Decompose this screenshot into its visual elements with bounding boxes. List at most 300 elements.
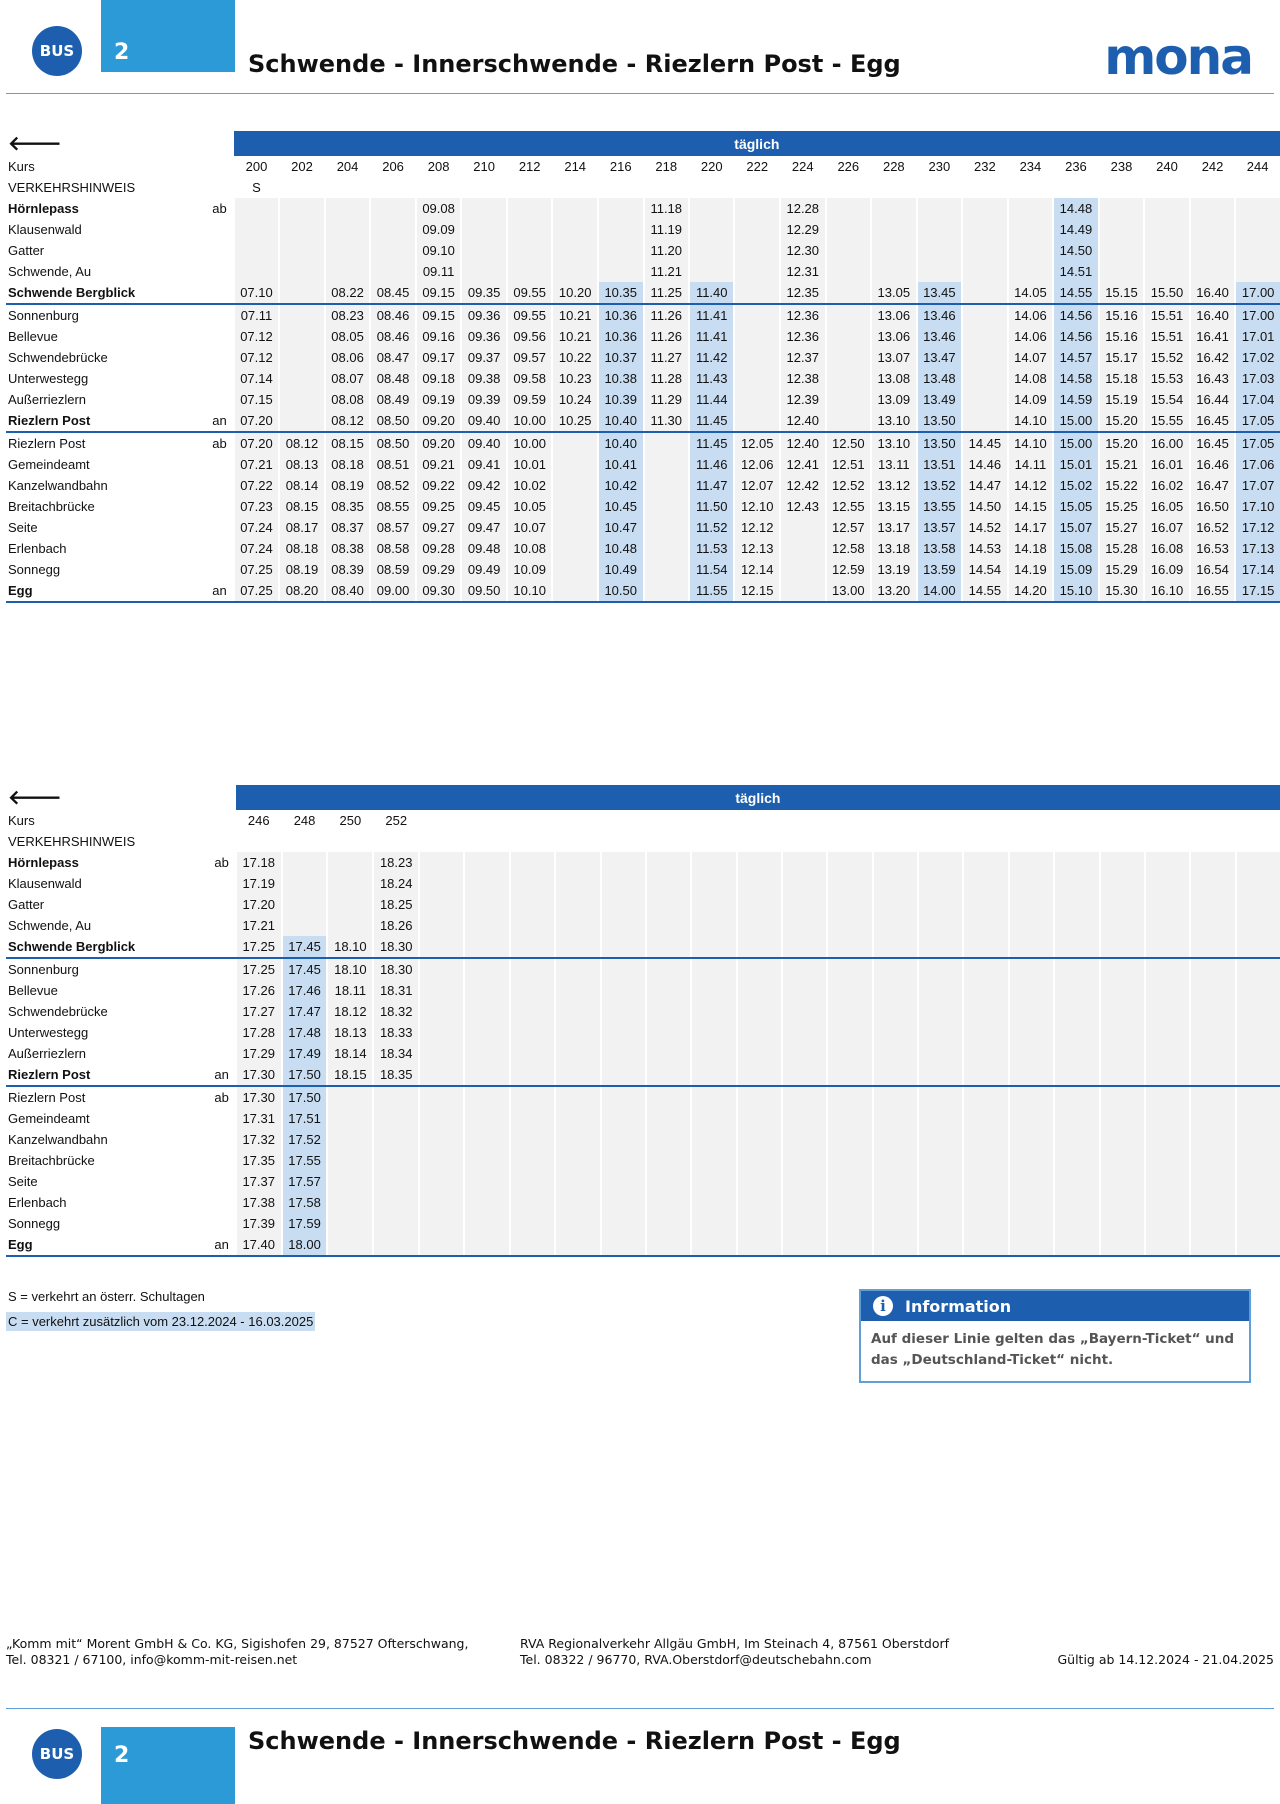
departure-time: [1100, 1022, 1145, 1043]
departure-time: [1145, 1043, 1190, 1064]
departure-time: [552, 559, 598, 580]
departure-time: [873, 1064, 918, 1086]
departure-time: [644, 580, 689, 602]
departure-time: [873, 894, 918, 915]
departure-time: 12.50: [826, 432, 872, 454]
departure-time: [552, 475, 598, 496]
kurs-number: 220: [700, 159, 723, 174]
departure-time: [327, 1108, 373, 1129]
departure-time: 12.12: [734, 517, 780, 538]
departure-time: 09.50: [461, 580, 507, 602]
departure-time: 17.48: [282, 1022, 328, 1043]
departure-time: [464, 1171, 509, 1192]
departure-time: 11.40: [689, 282, 734, 304]
departure-time: 11.30: [644, 410, 689, 432]
departure-time: 14.49: [1053, 219, 1099, 240]
departure-time: 16.45: [1190, 410, 1236, 432]
arrival-departure-marker: [197, 496, 233, 517]
stop-name: Unterwestegg: [8, 1025, 89, 1040]
arrival-departure-marker: [197, 347, 233, 368]
departure-time: [1008, 261, 1054, 282]
departure-time: [1009, 1213, 1054, 1234]
departure-time: [279, 410, 325, 432]
departure-time: 10.40: [598, 432, 644, 454]
departure-time: [1054, 1043, 1099, 1064]
departure-time: [917, 219, 963, 240]
departure-time: [1145, 1234, 1190, 1256]
departure-time: [419, 1022, 464, 1043]
stop-name: Schwendebrücke: [8, 350, 108, 365]
departure-time: 10.01: [507, 454, 553, 475]
direction-arrow-icon: 🡐: [8, 787, 62, 809]
hinweis-value: [327, 831, 373, 852]
departure-time: [510, 1213, 555, 1234]
departure-time: [826, 282, 872, 304]
departure-time: 11.41: [689, 326, 734, 347]
hinweis-value: [689, 177, 734, 198]
departure-time: 15.51: [1144, 304, 1190, 326]
departure-time: [1190, 936, 1235, 958]
departure-time: [552, 580, 598, 602]
departure-time: [325, 219, 371, 240]
departure-time: 11.41: [689, 304, 734, 326]
departure-time: 15.52: [1144, 347, 1190, 368]
departure-time: [598, 240, 644, 261]
departure-time: [737, 1064, 782, 1086]
departure-time: 08.45: [370, 282, 416, 304]
departure-time: 15.20: [1099, 410, 1145, 432]
departure-time: 09.55: [507, 304, 553, 326]
departure-time: [552, 432, 598, 454]
departure-time: [510, 1108, 555, 1129]
departure-time: 13.17: [871, 517, 917, 538]
departure-time: [419, 1171, 464, 1192]
departure-time: [1190, 198, 1236, 219]
departure-time: [873, 1086, 918, 1108]
departure-time: 10.25: [552, 410, 598, 432]
departure-time: [1190, 1192, 1235, 1213]
departure-time: 10.22: [552, 347, 598, 368]
table-row: [6, 198, 1280, 219]
stop-name: Kanzelwandbahn: [8, 478, 108, 493]
stop-name: Klausenwald: [8, 222, 82, 237]
departure-time: 15.16: [1099, 326, 1145, 347]
departure-time: 09.58: [507, 368, 553, 389]
kurs-number: [555, 810, 600, 831]
departure-time: [918, 1022, 963, 1043]
departure-time: 09.21: [416, 454, 462, 475]
departure-time: [1190, 240, 1236, 261]
departure-time: 12.06: [734, 454, 780, 475]
departure-time: [510, 1086, 555, 1108]
kurs-number: [827, 810, 872, 831]
departure-time: [1009, 980, 1054, 1001]
departure-time: 17.39: [236, 1213, 282, 1234]
departure-time: [782, 1043, 827, 1064]
stop-name: Egg: [6, 580, 197, 602]
departure-time: [464, 936, 509, 958]
table-row: [6, 1064, 1280, 1086]
departure-time: 16.07: [1144, 517, 1190, 538]
kurs-number: [1190, 810, 1235, 831]
arrival-departure-marker: [197, 240, 233, 261]
departure-time: 09.11: [416, 261, 462, 282]
departure-time: [327, 1086, 373, 1108]
table-row: [6, 1171, 1280, 1192]
departure-time: [370, 261, 416, 282]
departure-time: 07.20: [234, 432, 280, 454]
departure-time: 16.53: [1190, 538, 1236, 559]
departure-time: [827, 873, 872, 894]
stop-name: Schwendebrücke: [8, 1004, 108, 1019]
departure-time: 12.14: [734, 559, 780, 580]
arrival-departure-marker: [197, 326, 233, 347]
departure-time: [373, 1086, 419, 1108]
departure-time: 18.31: [373, 980, 419, 1001]
departure-time: 16.41: [1190, 326, 1236, 347]
departure-time: [1144, 198, 1190, 219]
departure-time: 17.00: [1235, 304, 1280, 326]
kurs-number: [691, 810, 736, 831]
departure-time: [734, 347, 780, 368]
departure-time: 11.19: [644, 219, 689, 240]
departure-time: 13.57: [917, 517, 963, 538]
departure-time: [691, 1150, 736, 1171]
departure-time: 07.25: [234, 580, 280, 602]
departure-time: [601, 936, 646, 958]
departure-time: [918, 936, 963, 958]
departure-time: [963, 1001, 1008, 1022]
information-header: [861, 1291, 1249, 1321]
departure-time: [1236, 1043, 1280, 1064]
stop-name: Bellevue: [8, 329, 58, 344]
departure-time: 13.19: [871, 559, 917, 580]
departure-time: 17.05: [1235, 432, 1280, 454]
departure-time: [1236, 1234, 1280, 1256]
departure-time: 07.15: [234, 389, 280, 410]
departure-time: 17.02: [1235, 347, 1280, 368]
kurs-number: [646, 810, 691, 831]
departure-time: [826, 304, 872, 326]
arrival-departure-marker: [199, 1150, 236, 1171]
table-row: [6, 1234, 1280, 1256]
hinweis-row: [6, 831, 1280, 852]
table-row: [6, 852, 1280, 873]
departure-time: 10.23: [552, 368, 598, 389]
hinweis-value: [1100, 831, 1145, 852]
departure-time: [963, 1192, 1008, 1213]
departure-time: [1145, 936, 1190, 958]
departure-time: 08.22: [325, 282, 371, 304]
departure-time: 09.41: [461, 454, 507, 475]
departure-time: [1054, 873, 1099, 894]
departure-time: 15.50: [1144, 282, 1190, 304]
departure-time: 11.53: [689, 538, 734, 559]
timetable-1: [6, 131, 1280, 603]
departure-time: [873, 1129, 918, 1150]
hinweis-value: [1053, 177, 1099, 198]
stop-name: Schwende, Au: [8, 264, 92, 279]
departure-time: [918, 1108, 963, 1129]
departure-time: [918, 1086, 963, 1108]
departure-time: 09.40: [461, 432, 507, 454]
departure-time: [873, 958, 918, 980]
departure-time: [464, 1213, 509, 1234]
departure-time: [279, 219, 325, 240]
arrival-departure-marker: [197, 475, 233, 496]
departure-time: [1009, 1234, 1054, 1256]
mona-logo: mona: [1104, 28, 1252, 86]
departure-time: [555, 1022, 600, 1043]
departure-time: 09.36: [461, 326, 507, 347]
departure-time: [234, 240, 280, 261]
stop-name: Gemeindeamt: [8, 1111, 90, 1126]
departure-time: [918, 1129, 963, 1150]
departure-time: [691, 1129, 736, 1150]
departure-time: [691, 1192, 736, 1213]
kurs-number: [464, 810, 509, 831]
departure-time: [1145, 1064, 1190, 1086]
departure-time: [510, 1064, 555, 1086]
departure-time: [734, 219, 780, 240]
departure-time: [1099, 198, 1145, 219]
departure-time: [601, 958, 646, 980]
kurs-row: [6, 156, 1280, 177]
hinweis-value: [325, 177, 371, 198]
kurs-row: [6, 810, 1280, 831]
departure-time: 18.10: [327, 936, 373, 958]
departure-time: 07.20: [234, 410, 280, 432]
table-row: [6, 368, 1280, 389]
departure-time: 16.43: [1190, 368, 1236, 389]
table-row: [6, 1086, 1280, 1108]
departure-time: 18.30: [373, 958, 419, 980]
departure-time: [327, 915, 373, 936]
departure-time: [873, 873, 918, 894]
departure-time: 07.11: [234, 304, 280, 326]
arrival-departure-marker: [199, 894, 236, 915]
hinweis-value: [1235, 177, 1280, 198]
departure-time: [510, 1150, 555, 1171]
departure-time: [963, 1043, 1008, 1064]
departure-time: [917, 198, 963, 219]
departure-time: 09.49: [461, 559, 507, 580]
departure-time: [782, 894, 827, 915]
departure-time: 15.25: [1099, 496, 1145, 517]
departure-time: 14.19: [1008, 559, 1054, 580]
departure-time: 08.15: [279, 496, 325, 517]
departure-time: [1190, 873, 1235, 894]
page-header: [0, 0, 1280, 100]
kurs-number: 232: [974, 159, 996, 174]
departure-time: 16.08: [1144, 538, 1190, 559]
departure-time: 13.51: [917, 454, 963, 475]
arrival-departure-marker: [199, 1171, 236, 1192]
table-row: [6, 1108, 1280, 1129]
departure-time: [555, 1086, 600, 1108]
departure-time: [601, 1064, 646, 1086]
arrival-departure-marker: [197, 454, 233, 475]
departure-time: 09.55: [507, 282, 553, 304]
departure-time: [918, 915, 963, 936]
departure-time: [1236, 1022, 1280, 1043]
departure-time: [1190, 894, 1235, 915]
departure-time: [327, 873, 373, 894]
departure-time: [873, 1022, 918, 1043]
departure-time: 14.50: [962, 496, 1008, 517]
departure-time: [646, 873, 691, 894]
departure-time: 17.49: [282, 1043, 328, 1064]
stop-name: Gatter: [8, 897, 45, 912]
departure-time: [555, 915, 600, 936]
departure-time: [601, 1213, 646, 1234]
departure-time: [279, 368, 325, 389]
departure-time: [555, 1043, 600, 1064]
departure-time: [646, 958, 691, 980]
departure-time: 14.55: [1053, 282, 1099, 304]
table-row: [6, 1192, 1280, 1213]
departure-time: [1054, 852, 1099, 873]
departure-time: 18.10: [327, 958, 373, 980]
departure-time: [962, 389, 1008, 410]
departure-time: [464, 958, 509, 980]
departure-time: 13.58: [917, 538, 963, 559]
departure-time: [555, 958, 600, 980]
departure-time: [555, 1064, 600, 1086]
departure-time: 11.28: [644, 368, 689, 389]
departure-time: [737, 1001, 782, 1022]
departure-time: 15.09: [1053, 559, 1099, 580]
departure-time: [873, 1108, 918, 1129]
departure-time: [1054, 1192, 1099, 1213]
departure-time: [646, 915, 691, 936]
table-row: [6, 1213, 1280, 1234]
stop-name: Sonnegg: [8, 562, 61, 577]
departure-time: [601, 1043, 646, 1064]
departure-time: [464, 1234, 509, 1256]
departure-time: [507, 219, 553, 240]
departure-time: 14.18: [1008, 538, 1054, 559]
hinweis-value: [1008, 177, 1054, 198]
departure-time: 09.20: [416, 410, 462, 432]
kurs-number: 244: [1246, 159, 1269, 174]
departure-time: 07.10: [234, 282, 280, 304]
departure-time: [1190, 1022, 1235, 1043]
stop-name: Erlenbach: [8, 1195, 67, 1210]
departure-time: [963, 894, 1008, 915]
departure-time: [962, 198, 1008, 219]
departure-time: [737, 1129, 782, 1150]
departure-time: 16.40: [1190, 282, 1236, 304]
departure-time: 13.10: [871, 410, 917, 432]
departure-time: [827, 980, 872, 1001]
departure-time: [464, 1001, 509, 1022]
departure-time: 13.46: [917, 304, 963, 326]
departure-time: [873, 936, 918, 958]
departure-time: [826, 261, 872, 282]
departure-time: [1236, 915, 1280, 936]
departure-time: [782, 1171, 827, 1192]
departure-time: 14.47: [962, 475, 1008, 496]
departure-time: [461, 261, 507, 282]
departure-time: [1054, 1064, 1099, 1086]
departure-time: 17.03: [1235, 368, 1280, 389]
departure-time: [1009, 1108, 1054, 1129]
departure-time: 14.10: [1008, 432, 1054, 454]
departure-time: [419, 894, 464, 915]
departure-time: [917, 261, 963, 282]
stop-name: Bellevue: [8, 983, 58, 998]
departure-time: [510, 1192, 555, 1213]
departure-time: 08.08: [325, 389, 371, 410]
departure-time: [737, 915, 782, 936]
departure-time: [827, 894, 872, 915]
kurs-number: 206: [382, 159, 404, 174]
departure-time: 08.46: [370, 304, 416, 326]
departure-time: [373, 1108, 419, 1129]
departure-time: 17.07: [1235, 475, 1280, 496]
arrival-departure-marker: [197, 282, 233, 304]
departure-time: [689, 198, 734, 219]
departure-time: [691, 915, 736, 936]
table-row: [6, 347, 1280, 368]
departure-time: [598, 198, 644, 219]
departure-time: [327, 1171, 373, 1192]
departure-time: [1190, 852, 1235, 873]
departure-time: 12.40: [780, 410, 826, 432]
departure-time: [1236, 873, 1280, 894]
table-row: [6, 219, 1280, 240]
departure-time: [1054, 1108, 1099, 1129]
departure-time: [555, 1129, 600, 1150]
stop-name: Unterwestegg: [8, 371, 89, 386]
departure-time: [962, 326, 1008, 347]
departure-time: [1145, 873, 1190, 894]
departure-time: [734, 389, 780, 410]
kurs-number: 252: [385, 813, 408, 828]
hinweis-value: [1099, 177, 1145, 198]
hinweis-value: [780, 177, 826, 198]
departure-time: [1009, 915, 1054, 936]
kurs-number: 248: [293, 813, 316, 828]
departure-time: [510, 1129, 555, 1150]
departure-time: 17.30: [236, 1064, 282, 1086]
departure-time: [279, 347, 325, 368]
departure-time: 09.16: [416, 326, 462, 347]
departure-time: 09.00: [370, 580, 416, 602]
departure-time: [1190, 915, 1235, 936]
departure-time: [464, 1108, 509, 1129]
departure-time: [873, 980, 918, 1001]
departure-time: [918, 873, 963, 894]
departure-time: [1236, 1001, 1280, 1022]
departure-time: [646, 980, 691, 1001]
departure-time: 18.00: [282, 1234, 328, 1256]
departure-time: 13.05: [871, 282, 917, 304]
departure-time: 08.12: [325, 410, 371, 432]
page-header-bottom: [0, 1710, 1280, 1804]
departure-time: [1236, 1171, 1280, 1192]
departure-time: [827, 1064, 872, 1086]
departure-time: [555, 980, 600, 1001]
hinweis-value: [1054, 831, 1099, 852]
hinweis-value: [963, 831, 1008, 852]
departure-time: [327, 1213, 373, 1234]
departure-time: [734, 198, 780, 219]
departure-time: [601, 1086, 646, 1108]
departure-time: 18.35: [373, 1064, 419, 1086]
departure-time: 17.10: [1235, 496, 1280, 517]
